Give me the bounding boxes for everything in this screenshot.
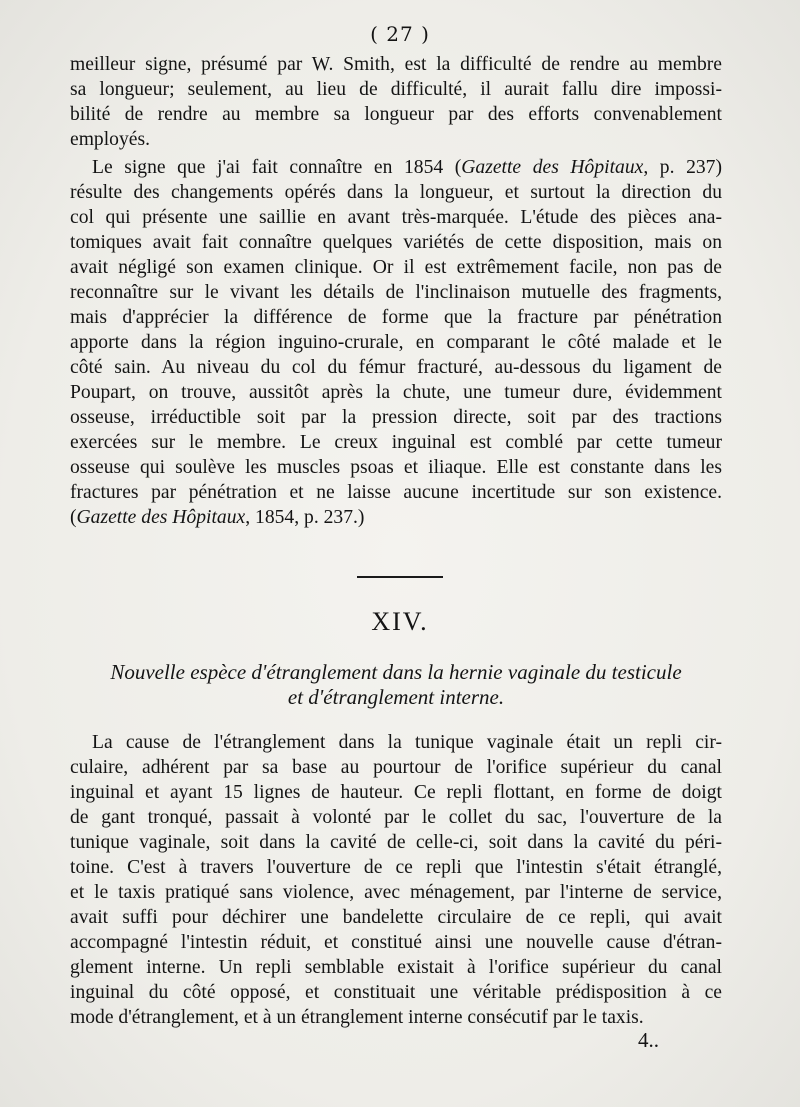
- section-title: [70, 660, 722, 710]
- signature-mark: 4..: [638, 1028, 659, 1052]
- citation-journal: Gazette des Hôpitaux: [461, 157, 644, 178]
- citation-journal: Gazette des Hôpitaux: [76, 507, 246, 528]
- text-line: inguinal du côté opposé, et constituait une véritable prédisposition à ce: [70, 982, 722, 1003]
- text-line: mais d'apprécier la différence de forme que la fracture par pénétration: [70, 307, 722, 328]
- text-line: bilité de rendre au membre sa longueur par des efforts convenablement: [70, 104, 722, 125]
- text-line: toine. C'est à travers l'ouverture de ce repli que l'intestin s'était étranglé,: [70, 857, 722, 878]
- paragraph-continuation: [70, 52, 722, 152]
- text-line: exercées sur le membre. Le creux inguinal est comblé par cette tumeur: [70, 432, 722, 453]
- text-line: Poupart, on trouve, aussitôt après la chute, une tumeur dure, évidemment: [70, 382, 722, 403]
- section-title-line: et d'étranglement interne.: [287, 685, 505, 709]
- text-line: tunique vaginale, soit dans la cavité de celle-ci, soit dans la cavité du péri-: [70, 832, 722, 853]
- text-line: reconnaître sur le vivant les détails de l'inclinaison mutuelle des fragments,: [70, 282, 722, 303]
- text-segment: Le signe que j'ai fait connaître en 1854 (: [92, 157, 462, 178]
- text-line: [70, 155, 722, 180]
- text-line: meilleur signe, présumé par W. Smith, est la difficulté de rendre au membre: [70, 54, 722, 75]
- section-number: XIV.: [371, 607, 429, 636]
- paragraph-etranglement: [70, 730, 722, 1030]
- text-line: fractures par pénétration et ne laisse aucune incertitude sur son existence.: [70, 482, 722, 503]
- text-line: avait négligé son examen clinique. Or il est extrêmement facile, non pas de: [70, 257, 722, 278]
- text-line: et le taxis pratiqué sans violence, avec ménagement, par l'interne de service,: [70, 882, 722, 903]
- text-line: col qui présente une saillie en avant très-marquée. L'étude des pièces ana-: [70, 207, 722, 228]
- page-number: ( 27 ): [370, 22, 430, 46]
- text-line: employés.: [70, 129, 150, 150]
- text-segment: , p. 237): [643, 157, 722, 178]
- section-title-line: Nouvelle espèce d'étranglement dans la hernie vaginale du testicule: [110, 660, 682, 684]
- text-line: avait suffi pour déchirer une bandelette circulaire de ce repli, qui avait: [70, 907, 722, 928]
- text-line: [70, 505, 722, 530]
- text-line: apporte dans la région inguino-crurale, en comparant le côté malade et le: [70, 332, 722, 353]
- paragraph-signe: [70, 155, 722, 530]
- text-line: sa longueur; seulement, au lieu de difficulté, il aurait fallu dire impossi-: [70, 79, 722, 100]
- text-line: résulte des changements opérés dans la longueur, et surtout la direction du: [70, 182, 722, 203]
- text-line: La cause de l'étranglement dans la tunique vaginale était un repli cir-: [92, 732, 722, 753]
- text-line: glement interne. Un repli semblable existait à l'orifice supérieur du canal: [70, 957, 722, 978]
- text-line: culaire, adhérent par sa base au pourtour de l'orifice supérieur du canal: [70, 757, 722, 778]
- text-line: osseuse, irréductible soit par la pression directe, soit par des tractions: [70, 407, 722, 428]
- text-line: mode d'étranglement, et à un étranglement interne consécutif par le taxis.: [70, 1007, 644, 1028]
- text-line: de gant tronqué, passait à volonté par le collet du sac, l'ouverture de la: [70, 807, 722, 828]
- text-line: côté sain. Au niveau du col du fémur fracturé, au-dessous du ligament de: [70, 357, 722, 378]
- text-line: osseuse qui soulève les muscles psoas et iliaque. Elle est constante dans les: [70, 457, 722, 478]
- text-line: tomiques avait fait connaître quelques variétés de cette disposition, mais on: [70, 232, 722, 253]
- section-divider: [357, 576, 443, 578]
- text-line: accompagné l'intestin réduit, et constitué ainsi une nouvelle cause d'étran-: [70, 932, 722, 953]
- text-segment: , 1854, p. 237.): [245, 507, 365, 528]
- text-segment: (: [70, 507, 77, 528]
- text-line: inguinal et ayant 15 lignes de hauteur. Ce repli flottant, en forme de doigt: [70, 782, 722, 803]
